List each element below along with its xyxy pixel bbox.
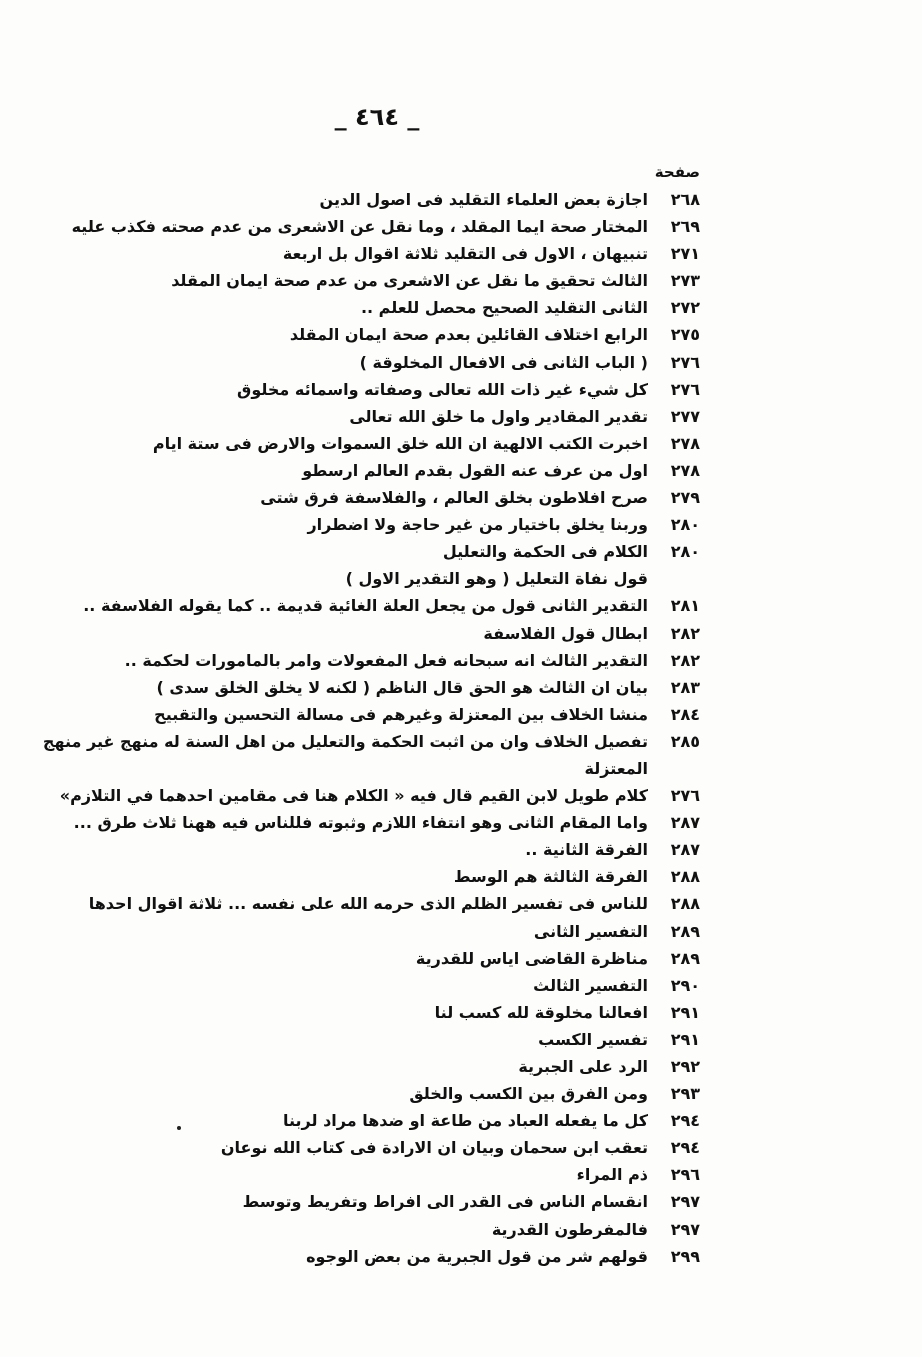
toc-page-number: ٢٧٦ <box>670 379 700 399</box>
toc-page-number: ٢٨٢ <box>670 623 700 643</box>
toc-page-number: ٢٧٩ <box>670 488 700 508</box>
toc-entry-text: الكلام فى الحكمة والتعليل <box>442 542 648 562</box>
toc-page-number: ٢٨٥ <box>670 731 700 751</box>
toc-entry-text: مناظرة القاضى اياس للقدرية <box>415 948 648 968</box>
toc-page-number: ٢٧٦ <box>670 352 700 372</box>
toc-entry-text: اول من عرف عنه القول بقدم العالم ارسطو <box>302 460 648 480</box>
toc-page-number: ٢٩٤ <box>670 1111 700 1131</box>
toc-entry <box>20 976 700 1003</box>
toc-entry <box>20 244 700 271</box>
toc-page-number: ٢٨٣ <box>670 677 700 697</box>
toc-entry-text: افعالنا مخلوقة لله كسب لنا <box>434 1002 648 1022</box>
toc-entry <box>20 705 700 732</box>
toc-entry <box>20 1084 700 1111</box>
toc-page-number: ٢٩٧ <box>670 1219 700 1239</box>
toc-entry-text: كلام طويل لابن القيم قال فيه « الكلام هنا فى مقامين احدهما في التلازم» <box>59 786 648 806</box>
toc-entry-text: الثالث تحقيق ما نقل عن الاشعرى من عدم صحة ايمان المقلد <box>171 271 648 291</box>
toc-page-number: ٢٩٦ <box>670 1165 700 1185</box>
toc-entry <box>20 1030 700 1057</box>
toc-entry <box>20 1003 700 1030</box>
toc-entry-text: قولهم شر من قول الجبرية من بعض الوجوه <box>306 1246 648 1266</box>
toc-page-number: ٢٧٧ <box>670 406 700 426</box>
toc-entry-text: تفسير الكسب <box>538 1029 648 1049</box>
toc-page-number: ٢٩١ <box>670 1029 700 1049</box>
toc-entry-text: صرح افلاطون بخلق العالم ، والفلاسفة فرق شتى <box>260 488 648 508</box>
toc-entry <box>20 949 700 976</box>
toc-entry <box>20 542 700 569</box>
toc-page-number: ٢٧١ <box>670 244 700 264</box>
toc-page-number: ٢٨٨ <box>670 894 700 914</box>
toc-entry <box>20 515 700 542</box>
toc-entry <box>20 461 700 488</box>
toc-page-number: ٢٧٣ <box>670 271 700 291</box>
toc-entry <box>20 1220 700 1247</box>
toc-entry <box>20 298 700 325</box>
toc-entry-text: تقدير المقادير واول ما خلق الله تعالى <box>349 406 648 426</box>
toc-entry <box>20 1165 700 1192</box>
toc-page-number: ٢٩٧ <box>670 1192 700 1212</box>
page-number: _ ٤٦٤ _ <box>334 103 420 131</box>
toc-entry-text: تنبيهان ، الاول فى التقليد ثلاثة اقوال بل اربعة <box>282 244 648 264</box>
toc-entry-text: ومن الفرق بين الكسب والخلق <box>409 1084 648 1104</box>
toc-page-number: ٢٨٩ <box>670 921 700 941</box>
toc-page-number: ٢٩٠ <box>670 975 700 995</box>
toc-entry <box>20 380 700 407</box>
toc-page-number: ٢٩١ <box>670 1002 700 1022</box>
toc-entry <box>20 759 700 786</box>
toc-page-number: ٢٧٥ <box>670 325 700 345</box>
toc-page-number: ٢٧٢ <box>670 298 700 318</box>
toc-page-number: ٢٨٠ <box>670 515 700 535</box>
toc-entry <box>20 624 700 651</box>
toc-entry <box>20 894 700 921</box>
toc-entry-text: الرابع اختلاف القائلين بعدم صحة ايمان المقلد <box>289 325 648 345</box>
toc-entry-text: اجازة بعض العلماء التقليد فى اصول الدين <box>319 190 648 209</box>
toc-entry <box>20 217 700 244</box>
table-of-contents <box>20 190 700 1274</box>
toc-page-number: ٢٩٤ <box>670 1138 700 1158</box>
toc-entry-text: قول نفاة التعليل ( وهو التقدير الاول ) <box>345 569 648 589</box>
toc-entry-text: واما المقام الثانى وهو انتفاء اللازم وثبوته فللناس فيه ههنا ثلاث طرق ... <box>73 813 648 833</box>
toc-entry <box>20 867 700 894</box>
toc-entry <box>20 1111 700 1138</box>
toc-entry-text: فالمفرطون القدرية <box>491 1219 648 1239</box>
toc-entry-text: التفسير الثالث <box>533 975 648 995</box>
toc-entry-text: كل شيء غير ذات الله تعالى وصفاته واسمائه مخلوق <box>237 379 648 399</box>
ink-speck <box>177 1126 181 1130</box>
toc-entry <box>20 840 700 867</box>
toc-page-number: ٢٨٧ <box>670 840 700 860</box>
toc-entry-text: الفرقة الثالثة هم الوسط <box>453 867 648 887</box>
toc-entry <box>20 353 700 380</box>
toc-page-number: ٢٨٢ <box>670 650 700 670</box>
toc-entry <box>20 1138 700 1165</box>
toc-entry-text: بيان ان الثالث هو الحق قال الناظم ( لكنه لا يخلق الخلق سدى ) <box>156 677 648 697</box>
toc-page-number: ٢٨٧ <box>670 813 700 833</box>
toc-page-number: ٢٧٦ <box>670 786 700 806</box>
toc-entry <box>20 813 700 840</box>
toc-entry <box>20 488 700 515</box>
toc-page-number: ٢٩٩ <box>670 1246 700 1266</box>
toc-entry-text: الرد على الجبرية <box>518 1057 648 1076</box>
toc-entry <box>20 1192 700 1219</box>
toc-entry-text: للناس فى تفسير الظلم الذى حرمه الله على نفسه ... ثلاثة اقوال احدها <box>88 894 648 914</box>
toc-entry-text: تعقب ابن سحمان وبيان ان الارادة فى كتاب الله نوعان <box>220 1138 648 1158</box>
toc-entry <box>20 1057 700 1084</box>
toc-entry <box>20 325 700 352</box>
toc-entry-text: التقدير الثالث انه سبحانه فعل المفعولات وامر بالمامورات لحكمة .. <box>124 650 648 670</box>
toc-page-number: ٢٨٤ <box>670 704 700 724</box>
toc-page-number: ٢٩٣ <box>670 1084 700 1104</box>
toc-entry-text: ذم المراء <box>576 1165 648 1185</box>
toc-entry-text: اخبرت الكتب الالهية ان الله خلق السموات والارض فى ستة ايام <box>152 433 648 453</box>
toc-entry-text: وربنا يخلق باختيار من غير حاجة ولا اضطرار <box>307 515 648 535</box>
toc-entry <box>20 1247 700 1274</box>
toc-entry-text: ابطال قول الفلاسفة <box>483 623 648 643</box>
toc-page-number: ٢٧٨ <box>670 433 700 453</box>
toc-entry-text: تفصيل الخلاف وان من اثبت الحكمة والتعليل من اهل السنة له منهج غير منهج <box>42 731 648 751</box>
toc-entry-text: انقسام الناس فى القدر الى افراط وتفريط وتوسط <box>242 1192 648 1212</box>
toc-page-number: ٢٨٨ <box>670 867 700 887</box>
toc-entry-text: المعتزلة <box>584 758 648 778</box>
toc-page-number: ٢٩٢ <box>670 1057 700 1076</box>
toc-entry <box>20 407 700 434</box>
toc-entry-text: التفسير الثانى <box>533 921 648 941</box>
toc-entry-text: الثانى التقليد الصحيح محصل للعلم .. <box>360 298 648 318</box>
toc-entry <box>20 434 700 461</box>
toc-entry <box>20 596 700 623</box>
toc-entry <box>20 786 700 813</box>
toc-page-number: ٢٨٩ <box>670 948 700 968</box>
toc-entry-text: المختار صحة ايما المقلد ، وما نقل عن الاشعرى من عدم صحته فكذب عليه <box>71 217 648 237</box>
toc-page-number: ٢٨١ <box>670 596 700 616</box>
toc-page-number: ٢٨٠ <box>670 542 700 562</box>
page-column-header: صفحة <box>654 163 700 181</box>
toc-entry-text: التقدير الثانى قول من يجعل العلة الغائية قديمة .. كما يقوله الفلاسفة .. <box>83 596 648 616</box>
toc-entry <box>20 569 700 596</box>
toc-entry <box>20 271 700 298</box>
toc-entry-text: الفرقة الثانية .. <box>525 840 648 860</box>
toc-entry <box>20 678 700 705</box>
toc-entry <box>20 922 700 949</box>
toc-entry-text: منشا الخلاف بين المعتزلة وغيرهم فى مسالة التحسين والتقبيح <box>154 704 648 724</box>
toc-page-number: ٢٧٨ <box>670 460 700 480</box>
toc-entry-text: كل ما يفعله العباد من طاعة او ضدها مراد لربنا <box>282 1111 648 1131</box>
toc-page-number: ٢٦٩ <box>670 217 700 237</box>
toc-page-number: ٢٦٨ <box>670 190 700 209</box>
toc-entry <box>20 190 700 217</box>
toc-entry <box>20 732 700 759</box>
toc-entry <box>20 651 700 678</box>
toc-entry-text: ( الباب الثانى فى الافعال المخلوقة ) <box>359 352 648 372</box>
